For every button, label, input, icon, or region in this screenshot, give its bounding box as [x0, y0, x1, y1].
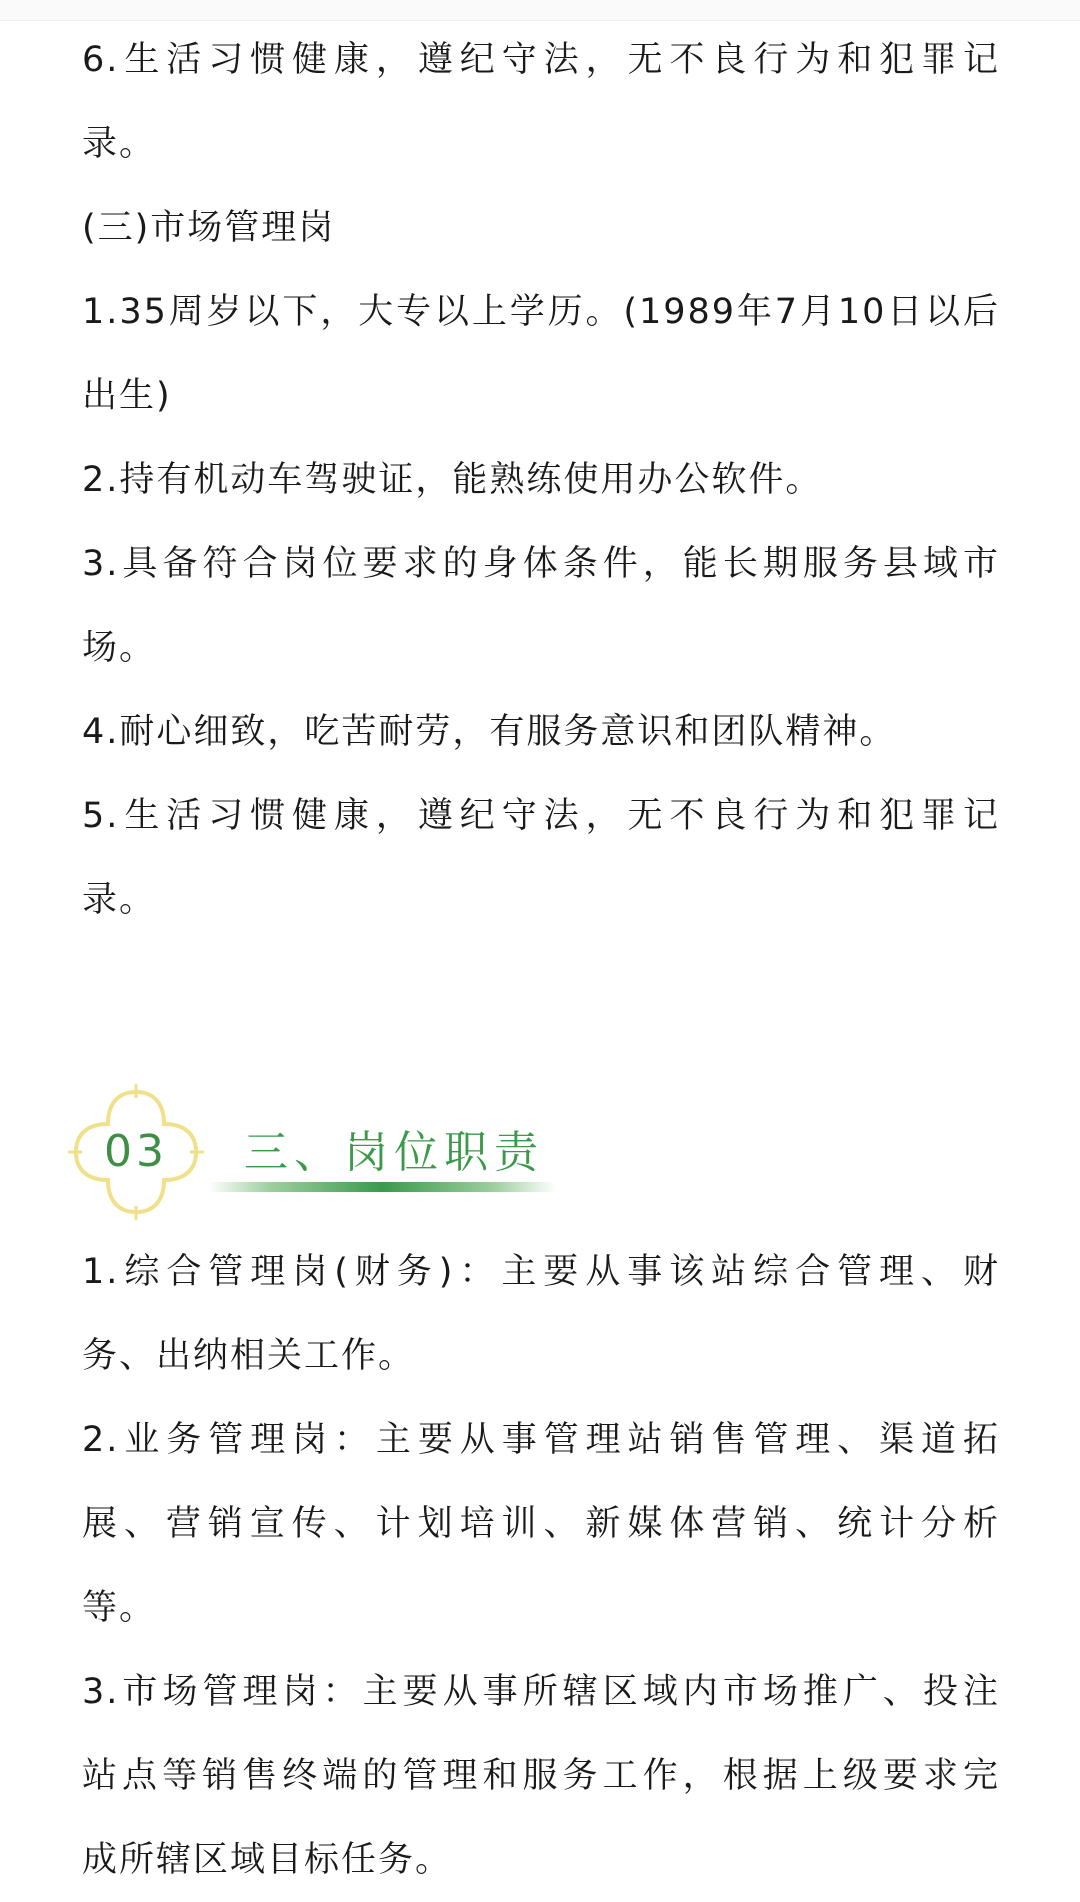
- subsection-heading: (三)市场管理岗: [82, 208, 336, 248]
- text-line: 2.业务管理岗：主要从事管理站销售管理、渠道拓: [82, 1420, 1000, 1460]
- text-line: 展、营销宣传、计划培训、新媒体营销、统计分析: [82, 1504, 1000, 1544]
- section-number-badge: [68, 1084, 204, 1220]
- text-line: 6.生活习惯健康，遵纪守法，无不良行为和犯罪记: [82, 40, 1000, 80]
- section-underline: [208, 1182, 556, 1192]
- text-line: 1.35周岁以下，大专以上学历。(1989年7月10日以后: [82, 292, 1000, 332]
- section-spacer: [82, 942, 1000, 1070]
- text-line: 4.耐心细致，吃苦耐劳，有服务意识和团队精神。: [82, 712, 897, 752]
- section-number: 03: [104, 1126, 168, 1177]
- section-title: 三、岗位职责: [244, 1127, 544, 1178]
- article-body: [82, 18, 1000, 1902]
- text-line: 务、出纳相关工作。: [82, 1336, 416, 1376]
- text-line: 成所辖区域目标任务。: [82, 1840, 453, 1880]
- text-line: 场。: [82, 628, 157, 668]
- section-header: [68, 1070, 1000, 1230]
- text-line: 站点等销售终端的管理和服务工作，根据上级要求完: [82, 1756, 1000, 1796]
- text-line: 3.具备符合岗位要求的身体条件，能长期服务县域市: [82, 544, 1000, 584]
- text-line: 等。: [82, 1588, 157, 1628]
- text-line: 5.生活习惯健康，遵纪守法，无不良行为和犯罪记: [82, 796, 1000, 836]
- text-line: 出生): [82, 376, 172, 416]
- text-line: 3.市场管理岗：主要从事所辖区域内市场推广、投注: [82, 1672, 1000, 1712]
- text-line: 2.持有机动车驾驶证，能熟练使用办公软件。: [82, 460, 823, 500]
- text-line: 录。: [82, 880, 157, 920]
- text-line: 录。: [82, 124, 157, 164]
- text-line: 1.综合管理岗(财务)：主要从事该站综合管理、财: [82, 1252, 1000, 1292]
